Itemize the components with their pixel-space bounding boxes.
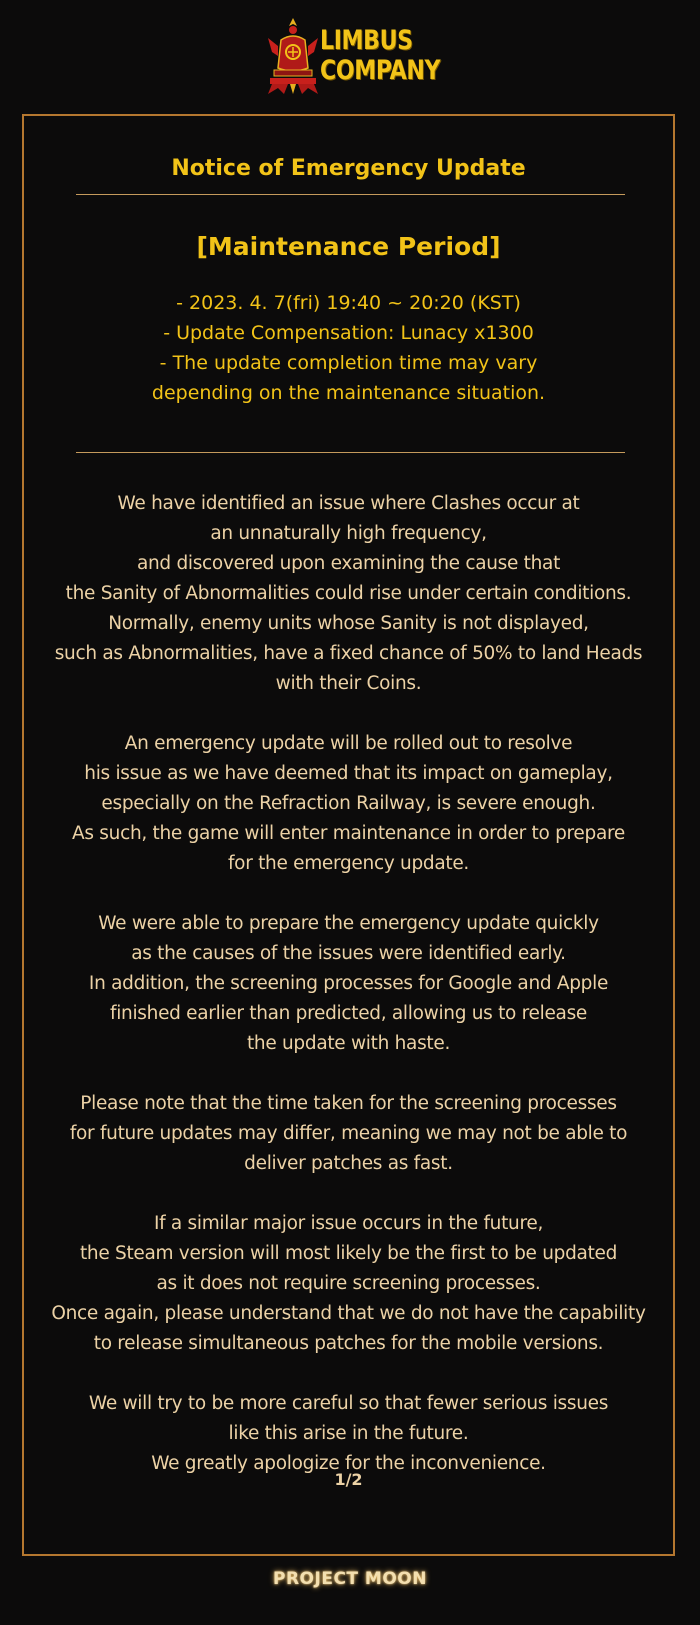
body-line: the Sanity of Abnormalities could rise under certain conditions. — [65, 583, 632, 604]
body-line: finished earlier than predicted, allowing us to release — [109, 1003, 587, 1024]
limbus-company-logo — [264, 16, 440, 96]
body-line: his issue as we have deemed that its impact on gameplay, — [84, 763, 613, 784]
body-line: an unnaturally high frequency, — [210, 523, 487, 544]
body-line: Once again, please understand that we do not have the capability — [51, 1303, 646, 1324]
body-line: and discovered upon examining the cause that — [136, 553, 561, 574]
body-line: As such, the game will enter maintenance in order to prepare — [72, 823, 625, 844]
body-line: Normally, enemy units whose Sanity is not displayed, — [108, 613, 589, 634]
paragraph-screening-note — [24, 1089, 673, 1179]
body-line: such as Abnormalities, have a fixed chance of 50% to land Heads — [54, 643, 643, 664]
logo-line-limbus: LIMBUS — [320, 25, 413, 56]
paragraph-apology — [24, 1389, 673, 1479]
compensation-line: - Update Compensation: Lunacy x1300 — [163, 322, 534, 344]
logo-line-company: COMPANY — [320, 55, 441, 86]
paragraph-steam-priority — [24, 1209, 673, 1359]
body-line: for future updates may differ, meaning we may not be able to — [69, 1123, 628, 1144]
middle-divider — [76, 452, 625, 453]
notice-body — [24, 489, 673, 1479]
body-line: We have identified an issue where Clashes occur at — [117, 493, 580, 514]
maintenance-time-line: - 2023. 4. 7(fri) 19:40 ~ 20:20 (KST) — [176, 292, 521, 314]
paragraph-issue — [24, 489, 673, 699]
body-line: An emergency update will be rolled out to resolve — [124, 733, 573, 754]
body-line: We will try to be more careful so that fewer serious issues — [88, 1393, 609, 1414]
body-line: If a similar major issue occurs in the future, — [153, 1213, 544, 1234]
logo-wordmark — [320, 25, 441, 86]
body-line: We greatly apologize for the inconvenience. — [151, 1453, 546, 1474]
paragraph-emergency-update — [24, 729, 673, 879]
notice-panel — [22, 114, 675, 1556]
page-indicator: 1/2 — [334, 1470, 363, 1489]
body-line: the Steam version will most likely be the first to be updated — [79, 1243, 618, 1264]
body-line: especially on the Refraction Railway, is severe enough. — [101, 793, 596, 814]
body-line: with their Coins. — [275, 673, 422, 694]
body-line: to release simultaneous patches for the mobile versions. — [93, 1333, 604, 1354]
body-line: for the emergency update. — [227, 853, 470, 874]
body-line: Please note that the time taken for the screening processes — [80, 1093, 617, 1114]
body-line: like this arise in the future. — [228, 1423, 469, 1444]
top-divider — [76, 194, 625, 195]
body-line: the update with haste. — [246, 1033, 451, 1054]
body-line: as the causes of the issues were identified early. — [131, 943, 566, 964]
maintenance-period-heading: [Maintenance Period] — [196, 232, 501, 261]
completion-note-line-2: depending on the maintenance situation. — [151, 382, 546, 404]
paragraph-quick-preparation — [24, 909, 673, 1059]
notice-title: Notice of Emergency Update — [171, 156, 526, 181]
bell-tower-emblem-icon — [264, 16, 322, 96]
maintenance-details — [24, 288, 673, 408]
body-line: We were able to prepare the emergency update quickly — [98, 913, 599, 934]
body-line: deliver patches as fast. — [244, 1153, 453, 1174]
completion-note-line: - The update completion time may vary — [159, 352, 538, 374]
body-line: as it does not require screening processes. — [156, 1273, 541, 1294]
body-line: In addition, the screening processes for Google and Apple — [88, 973, 609, 994]
project-moon-logo: PROJECT MOON — [273, 1569, 427, 1589]
